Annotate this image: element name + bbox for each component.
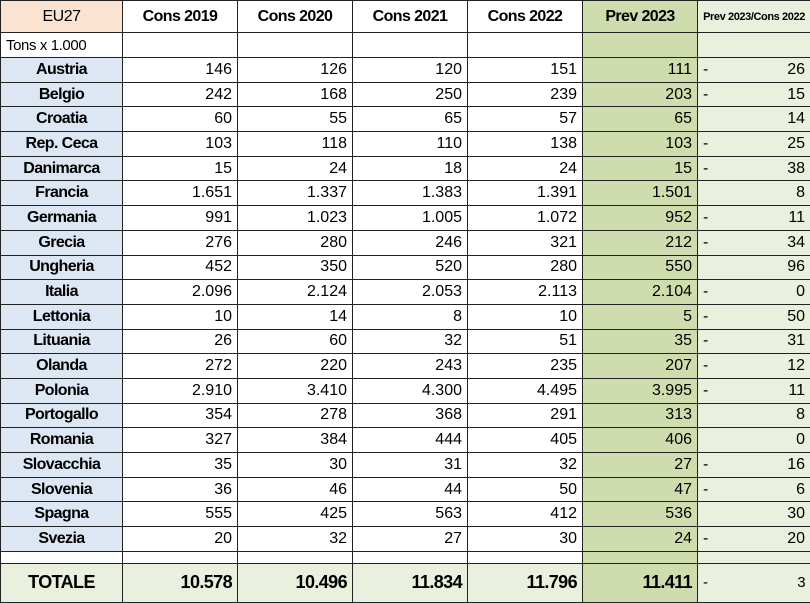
- country-name: Portogallo: [1, 403, 123, 428]
- country-name: Grecia: [1, 230, 123, 255]
- country-name: Germania: [1, 206, 123, 231]
- value-cons-2019: 327: [123, 428, 238, 453]
- value-cons-2021: 1.005: [353, 206, 468, 231]
- total-label: TOTALE: [1, 563, 123, 602]
- value-diff: [698, 181, 810, 206]
- value-cons-2019: 1.651: [123, 181, 238, 206]
- total-row: [1, 563, 810, 602]
- country-name: Spagna: [1, 502, 123, 527]
- diff-value: 14: [787, 108, 805, 130]
- diff-sign: -: [703, 528, 708, 550]
- diff-sign: -: [703, 454, 708, 476]
- value-cons-2019: 10: [123, 304, 238, 329]
- value-cons-2022: 32: [468, 453, 583, 478]
- country-name: Austria: [1, 58, 123, 83]
- value-prev-2023: 536: [583, 502, 698, 527]
- header-prev-vs-cons: Prev 2023/Cons 2022: [698, 1, 810, 33]
- diff-sign: -: [703, 133, 708, 155]
- value-prev-2023: 313: [583, 403, 698, 428]
- table-row: [1, 58, 810, 83]
- table-row: [1, 82, 810, 107]
- value-cons-2021: 4.300: [353, 378, 468, 403]
- value-diff: [698, 403, 810, 428]
- value-cons-2022: 50: [468, 477, 583, 502]
- value-cons-2021: 120: [353, 58, 468, 83]
- value-prev-2023: 2.104: [583, 280, 698, 305]
- value-diff: [698, 304, 810, 329]
- diff-value: 50: [787, 306, 805, 328]
- table-row: [1, 230, 810, 255]
- value-cons-2019: 2.096: [123, 280, 238, 305]
- value-cons-2021: 1.383: [353, 181, 468, 206]
- value-cons-2019: 35: [123, 453, 238, 478]
- table-row: [1, 354, 810, 379]
- value-prev-2023: 212: [583, 230, 698, 255]
- table-row: [1, 156, 810, 181]
- diff-value: 8: [796, 182, 805, 204]
- diff-value: 96: [787, 256, 805, 278]
- unit-row: [1, 33, 810, 58]
- total-cons-2019: 10.578: [123, 563, 238, 602]
- total-diff: [698, 563, 810, 602]
- value-diff: [698, 502, 810, 527]
- value-cons-2020: 24: [238, 156, 353, 181]
- table-row: [1, 255, 810, 280]
- table-row: [1, 428, 810, 453]
- diff-value: 12: [787, 355, 805, 377]
- value-cons-2022: 151: [468, 58, 583, 83]
- value-cons-2021: 243: [353, 354, 468, 379]
- table-row: [1, 132, 810, 157]
- value-cons-2021: 8: [353, 304, 468, 329]
- value-cons-2021: 520: [353, 255, 468, 280]
- diff-sign: -: [703, 330, 708, 352]
- value-cons-2020: 384: [238, 428, 353, 453]
- country-name: Lituania: [1, 329, 123, 354]
- value-prev-2023: 3.995: [583, 378, 698, 403]
- value-cons-2022: 138: [468, 132, 583, 157]
- value-cons-2020: 1.337: [238, 181, 353, 206]
- value-cons-2019: 103: [123, 132, 238, 157]
- value-prev-2023: 35: [583, 329, 698, 354]
- diff-sign: -: [703, 207, 708, 229]
- value-cons-2021: 250: [353, 82, 468, 107]
- value-cons-2019: 354: [123, 403, 238, 428]
- diff-value: 6: [796, 479, 805, 501]
- value-diff: [698, 230, 810, 255]
- diff-sign: -: [703, 479, 708, 501]
- country-name: Polonia: [1, 378, 123, 403]
- country-name: Francia: [1, 181, 123, 206]
- value-cons-2019: 242: [123, 82, 238, 107]
- value-cons-2021: 444: [353, 428, 468, 453]
- header-cons-2022: Cons 2022: [468, 1, 583, 33]
- diff-sign: -: [703, 59, 708, 81]
- diff-value: 38: [787, 158, 805, 180]
- diff-value: 15: [787, 84, 805, 106]
- value-cons-2020: 280: [238, 230, 353, 255]
- value-cons-2020: 30: [238, 453, 353, 478]
- value-diff: [698, 428, 810, 453]
- diff-sign: -: [703, 232, 708, 254]
- value-cons-2022: 10: [468, 304, 583, 329]
- value-cons-2020: 3.410: [238, 378, 353, 403]
- table-row: [1, 329, 810, 354]
- value-cons-2021: 32: [353, 329, 468, 354]
- table-row: [1, 107, 810, 132]
- diff-value: 0: [796, 429, 805, 451]
- value-cons-2020: 2.124: [238, 280, 353, 305]
- value-diff: [698, 329, 810, 354]
- header-cons-2021: Cons 2021: [353, 1, 468, 33]
- diff-sign: -: [703, 574, 707, 591]
- value-cons-2019: 2.910: [123, 378, 238, 403]
- value-cons-2019: 15: [123, 156, 238, 181]
- value-cons-2019: 272: [123, 354, 238, 379]
- diff-value: 16: [787, 454, 805, 476]
- total-cons-2022: 11.796: [468, 563, 583, 602]
- value-diff: [698, 132, 810, 157]
- total-cons-2021: 11.834: [353, 563, 468, 602]
- value-cons-2019: 146: [123, 58, 238, 83]
- value-cons-2022: 280: [468, 255, 583, 280]
- value-cons-2019: 991: [123, 206, 238, 231]
- value-cons-2019: 36: [123, 477, 238, 502]
- value-cons-2022: 1.072: [468, 206, 583, 231]
- value-cons-2022: 24: [468, 156, 583, 181]
- value-cons-2020: 220: [238, 354, 353, 379]
- value-cons-2022: 405: [468, 428, 583, 453]
- value-prev-2023: 111: [583, 58, 698, 83]
- value-cons-2022: 2.113: [468, 280, 583, 305]
- value-cons-2021: 246: [353, 230, 468, 255]
- value-diff: [698, 156, 810, 181]
- header-cons-2020: Cons 2020: [238, 1, 353, 33]
- value-cons-2021: 110: [353, 132, 468, 157]
- value-cons-2020: 14: [238, 304, 353, 329]
- country-name: Danimarca: [1, 156, 123, 181]
- diff-value: 3: [797, 574, 805, 591]
- diff-sign: -: [703, 355, 708, 377]
- country-name: Ungheria: [1, 255, 123, 280]
- value-diff: [698, 527, 810, 552]
- diff-value: 26: [787, 59, 805, 81]
- country-name: Lettonia: [1, 304, 123, 329]
- value-cons-2020: 126: [238, 58, 353, 83]
- diff-sign: -: [703, 158, 708, 180]
- diff-sign: -: [703, 84, 708, 106]
- country-name: Olanda: [1, 354, 123, 379]
- value-diff: [698, 58, 810, 83]
- country-name: Slovacchia: [1, 453, 123, 478]
- header-prev-2023: Prev 2023: [583, 1, 698, 33]
- value-cons-2021: 65: [353, 107, 468, 132]
- value-cons-2019: 20: [123, 527, 238, 552]
- country-name: Croatia: [1, 107, 123, 132]
- diff-sign: -: [703, 306, 708, 328]
- value-diff: [698, 378, 810, 403]
- value-cons-2021: 563: [353, 502, 468, 527]
- value-prev-2023: 65: [583, 107, 698, 132]
- diff-sign: -: [703, 380, 708, 402]
- header-cons-2019: Cons 2019: [123, 1, 238, 33]
- diff-value: 8: [796, 404, 805, 426]
- value-cons-2020: 168: [238, 82, 353, 107]
- diff-value: 34: [787, 232, 805, 254]
- spacer-row: [1, 551, 810, 563]
- value-prev-2023: 103: [583, 132, 698, 157]
- value-cons-2019: 60: [123, 107, 238, 132]
- value-cons-2019: 26: [123, 329, 238, 354]
- table-row: [1, 453, 810, 478]
- table-row: [1, 280, 810, 305]
- value-cons-2020: 118: [238, 132, 353, 157]
- value-diff: [698, 280, 810, 305]
- value-cons-2021: 31: [353, 453, 468, 478]
- value-cons-2019: 452: [123, 255, 238, 280]
- value-diff: [698, 354, 810, 379]
- value-diff: [698, 82, 810, 107]
- table-row: [1, 502, 810, 527]
- table-row: [1, 181, 810, 206]
- value-cons-2022: 1.391: [468, 181, 583, 206]
- value-diff: [698, 255, 810, 280]
- value-cons-2020: 278: [238, 403, 353, 428]
- total-prev-2023: 11.411: [583, 563, 698, 602]
- value-diff: [698, 453, 810, 478]
- value-prev-2023: 5: [583, 304, 698, 329]
- value-cons-2021: 18: [353, 156, 468, 181]
- value-cons-2020: 32: [238, 527, 353, 552]
- table-row: [1, 477, 810, 502]
- value-cons-2019: 555: [123, 502, 238, 527]
- value-cons-2022: 30: [468, 527, 583, 552]
- value-prev-2023: 27: [583, 453, 698, 478]
- country-name: Romania: [1, 428, 123, 453]
- diff-value: 0: [796, 281, 805, 303]
- value-cons-2021: 2.053: [353, 280, 468, 305]
- value-prev-2023: 24: [583, 527, 698, 552]
- country-name: Svezia: [1, 527, 123, 552]
- value-prev-2023: 15: [583, 156, 698, 181]
- value-prev-2023: 203: [583, 82, 698, 107]
- value-cons-2020: 350: [238, 255, 353, 280]
- country-name: Rep. Ceca: [1, 132, 123, 157]
- diff-value: 11: [788, 207, 805, 229]
- value-cons-2020: 46: [238, 477, 353, 502]
- value-cons-2022: 321: [468, 230, 583, 255]
- unit-label: Tons x 1.000: [1, 33, 123, 58]
- value-cons-2022: 412: [468, 502, 583, 527]
- value-cons-2022: 51: [468, 329, 583, 354]
- table-row: [1, 527, 810, 552]
- value-prev-2023: 1.501: [583, 181, 698, 206]
- value-cons-2021: 368: [353, 403, 468, 428]
- diff-value: 11: [788, 380, 805, 402]
- diff-sign: -: [703, 281, 708, 303]
- country-name: Italia: [1, 280, 123, 305]
- diff-value: 25: [787, 133, 805, 155]
- table-row: [1, 403, 810, 428]
- diff-value: 31: [787, 330, 805, 352]
- value-cons-2021: 44: [353, 477, 468, 502]
- value-prev-2023: 406: [583, 428, 698, 453]
- diff-value: 30: [787, 503, 805, 525]
- corner-label: EU27: [1, 1, 123, 33]
- value-cons-2022: 239: [468, 82, 583, 107]
- value-cons-2021: 27: [353, 527, 468, 552]
- table-row: [1, 378, 810, 403]
- value-diff: [698, 206, 810, 231]
- country-name: Slovenia: [1, 477, 123, 502]
- value-diff: [698, 107, 810, 132]
- value-cons-2020: 55: [238, 107, 353, 132]
- value-cons-2020: 1.023: [238, 206, 353, 231]
- value-diff: [698, 477, 810, 502]
- country-name: Belgio: [1, 82, 123, 107]
- value-cons-2022: 4.495: [468, 378, 583, 403]
- value-prev-2023: 207: [583, 354, 698, 379]
- value-prev-2023: 952: [583, 206, 698, 231]
- value-cons-2020: 60: [238, 329, 353, 354]
- value-cons-2022: 235: [468, 354, 583, 379]
- header-row: [1, 1, 810, 33]
- diff-value: 20: [787, 528, 805, 550]
- value-cons-2022: 291: [468, 403, 583, 428]
- table-row: [1, 206, 810, 231]
- total-cons-2020: 10.496: [238, 563, 353, 602]
- value-prev-2023: 47: [583, 477, 698, 502]
- value-cons-2020: 425: [238, 502, 353, 527]
- value-prev-2023: 550: [583, 255, 698, 280]
- value-cons-2019: 276: [123, 230, 238, 255]
- value-cons-2022: 57: [468, 107, 583, 132]
- table-row: [1, 304, 810, 329]
